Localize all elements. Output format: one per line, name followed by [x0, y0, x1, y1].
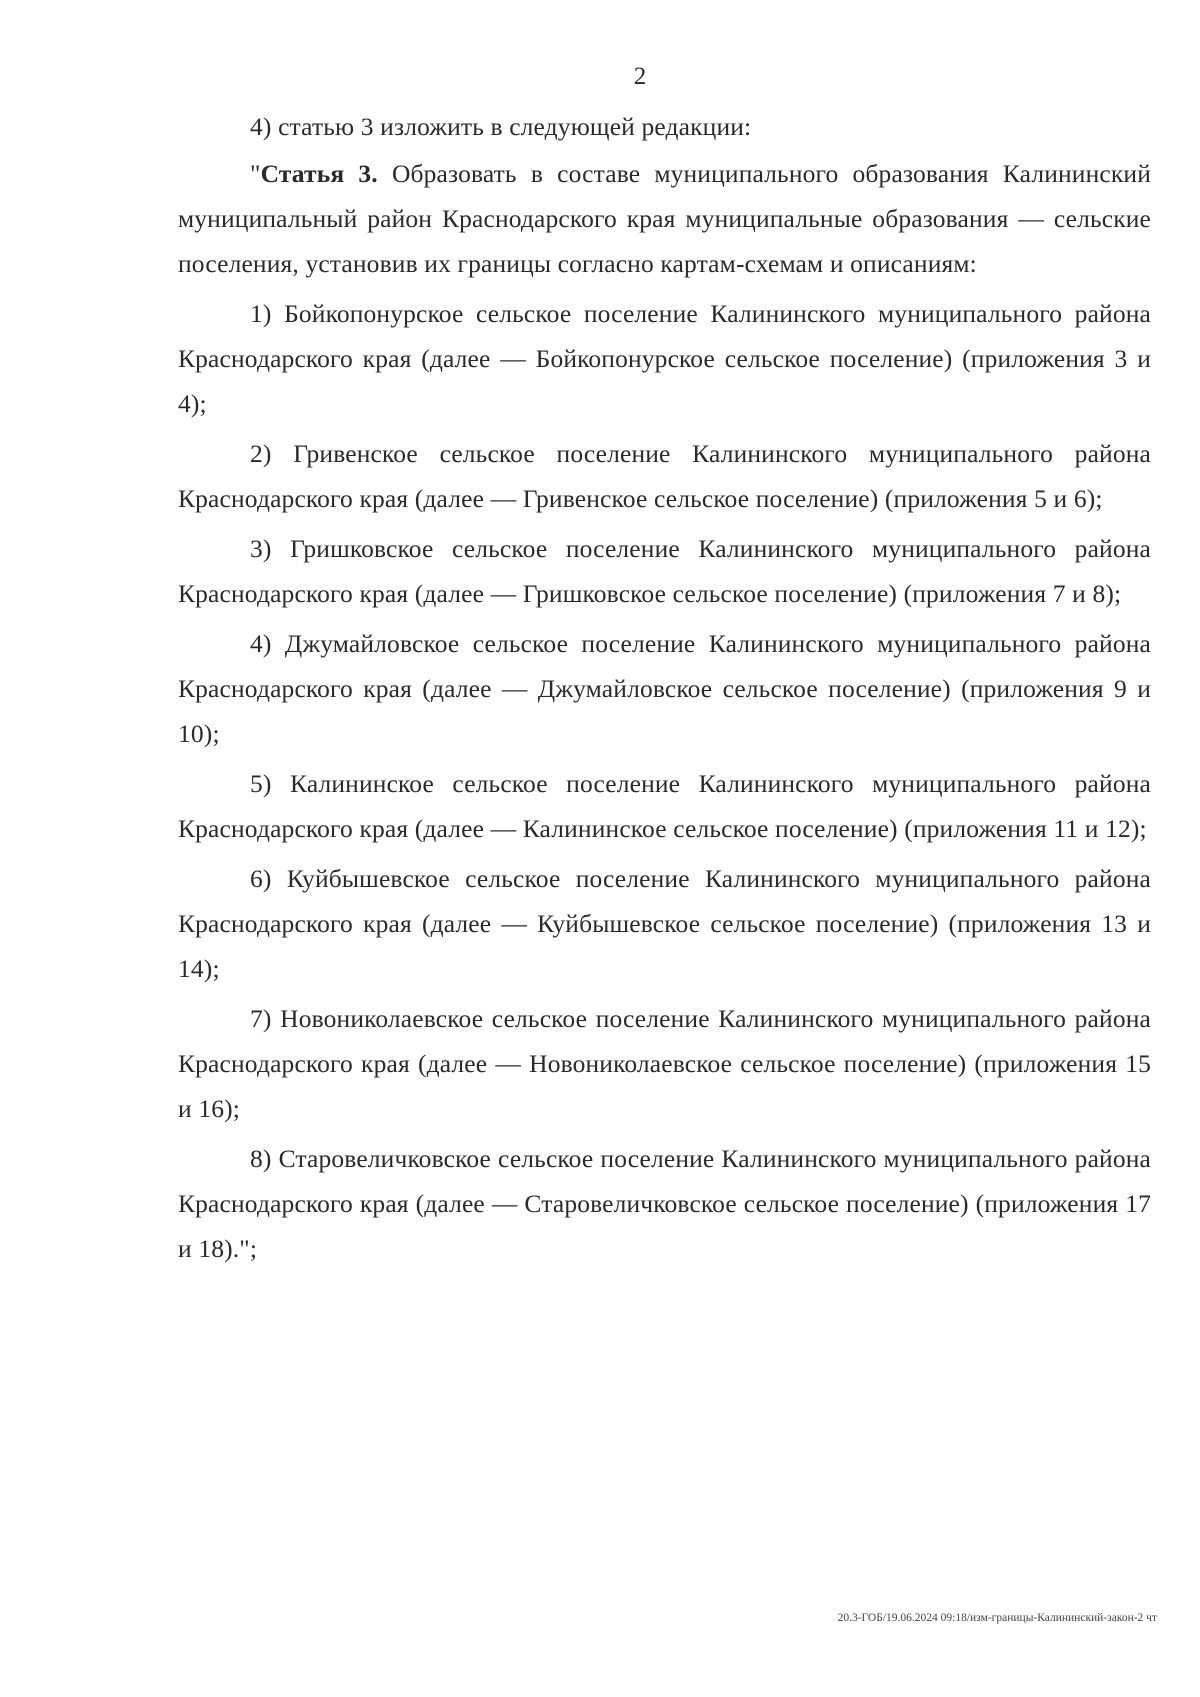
- list-item-6: 6) Куйбышевское сельское поселение Калининского муниципального района Краснодарского края (далее — Куйбышевское сельское поселение) (приложения 13 и 14);: [178, 864, 1151, 983]
- list-item-7: 7) Новониколаевское сельское поселение Калининского муниципального района Краснодарского края (далее — Новониколаевское сельское поселение) (приложения 15 и 16);: [178, 1004, 1151, 1123]
- list-item-3: 3) Гришковское сельское поселение Калининского муниципального района Краснодарского края (далее — Гришковское сельское поселение) (приложения 7 и 8);: [178, 534, 1151, 608]
- list-item-1: 1) Бойкопонурское сельское поселение Калининского муниципального района Краснодарского края (далее — Бойкопонурское сельское поселение) (приложения 3 и 4);: [178, 299, 1151, 418]
- list-item-8: 8) Старовеличковское сельское поселение Калининского муниципального района Краснодарского края (далее — Старовеличковское сельское поселение) (приложения 17 и 18).";: [178, 1144, 1151, 1263]
- article-heading: Статья 3.: [260, 159, 378, 188]
- page-number: 2: [633, 63, 647, 90]
- list-item-5: 5) Калининское сельское поселение Калининского муниципального района Краснодарского края (далее — Калининское сельское поселение) (приложения 11 и 12);: [178, 769, 1151, 843]
- amendment-intro: 4) статью 3 изложить в следующей редакции:: [250, 112, 752, 141]
- document-body: [178, 104, 1151, 1276]
- list-item-2: 2) Гривенское сельское поселение Калининского муниципального района Краснодарского края (далее — Гривенское сельское поселение) (приложения 5 и 6);: [178, 439, 1151, 513]
- document-footer-code: 20.3-ГОБ/19.06.2024 09:18/изм-границы-Калининский-закон-2 чт: [837, 1612, 1157, 1624]
- article-text: Образовать в составе муниципального образования Калининский муниципальный район Краснодарского края муниципальные образования — сельские поселения, установив их границы согласно картам-схемам и описаниям:: [178, 159, 1151, 278]
- list-item-4: 4) Джумайловское сельское поселение Калининского муниципального района Краснодарского края (далее — Джумайловское сельское поселение) (приложения 9 и 10);: [178, 629, 1151, 748]
- quote-mark: ": [250, 159, 261, 188]
- article-paragraph: [178, 151, 1151, 286]
